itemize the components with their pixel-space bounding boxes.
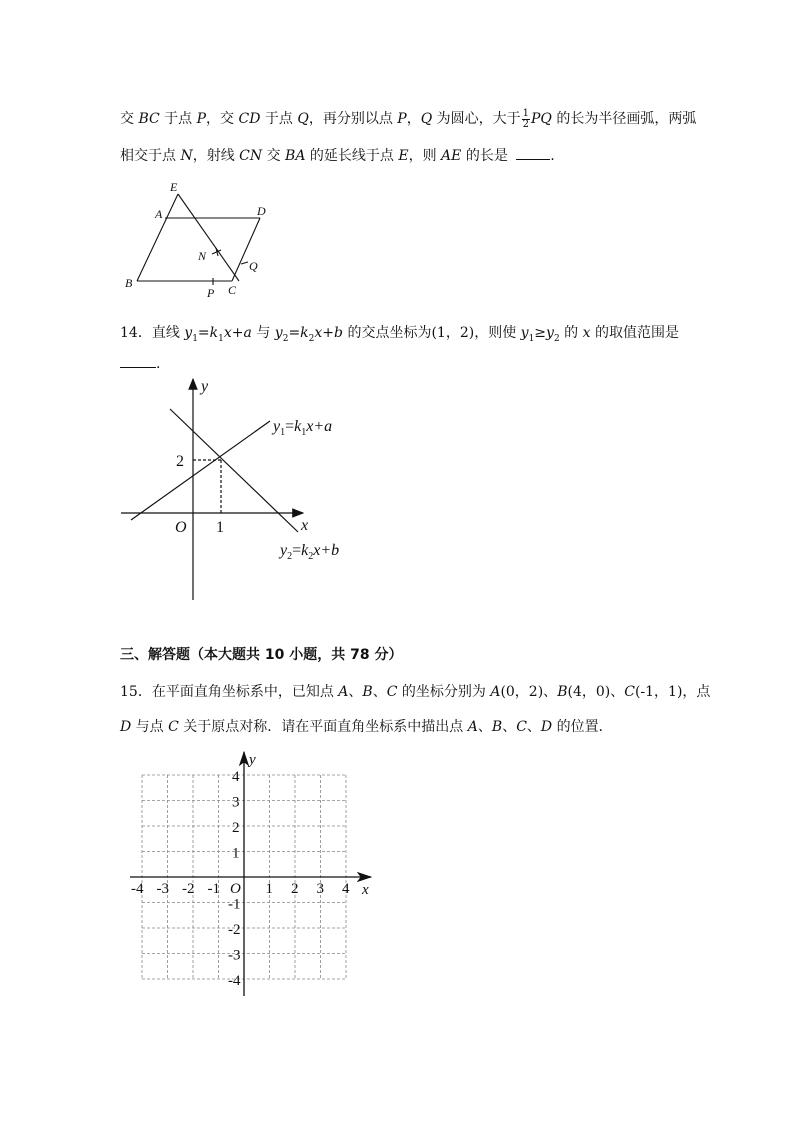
grid-x-tick-label: 3 [316, 881, 324, 897]
answer-blank[interactable] [516, 147, 550, 160]
grid-y-label: y [249, 752, 256, 768]
coordinate-grid[interactable] [125, 748, 385, 1003]
tick-x-1: 1 [216, 519, 224, 536]
x-axis-label: x [301, 517, 309, 534]
grid-x-tick-label: -2 [182, 881, 195, 897]
parallelogram-figure [115, 175, 285, 305]
label-P: P [207, 286, 215, 300]
grid-y-tick-label: 3 [232, 794, 240, 811]
tick-y-2: 2 [176, 453, 184, 470]
grid-x-tick-label: -4 [131, 881, 144, 897]
grid-origin-label: O [230, 881, 241, 897]
section-heading: 三、解答题（本大题共 10 小题，共 78 分） [120, 647, 403, 663]
grid-x-label: x [362, 882, 369, 898]
y-axis-label: y [201, 378, 209, 395]
q13-line1: 交 BC 于点 P，交 CD 于点 Q，再分别以点 P，Q 为圆心，大于 $\frac{1}{2}$ PQ 的长为半径画弧，两弧 [120, 107, 697, 130]
label-B: B [125, 276, 133, 290]
line-y1-label: $y_1=k_1x+a$ [273, 418, 333, 438]
label-E: E [170, 180, 178, 194]
q13-line2: 相交于点 N，射线 CN 交 BA 的延长线于点 E，则 AE 的长是 . [120, 148, 555, 164]
label-Q: Q [249, 259, 258, 273]
grid-y-tick-label: -3 [228, 947, 241, 964]
answer-blank[interactable] [120, 355, 156, 368]
grid-x-tick-label: 4 [342, 881, 350, 897]
q15-line2: D 与点 C 关于原点对称．请在平面直角坐标系中描出点 A、B、C、D 的位置． [120, 719, 613, 735]
fraction-one-half: $\frac{1}{2}$ [522, 107, 530, 130]
label-N: N [198, 249, 207, 263]
grid-x-tick-label: -1 [207, 881, 220, 897]
label-D: D [257, 204, 266, 218]
linear-functions-graph [115, 375, 375, 605]
grid-y-tick-label: 4 [232, 769, 240, 785]
grid-x-tick-label: 2 [291, 881, 299, 897]
grid-y-tick-label: -4 [228, 973, 241, 989]
grid-x-tick-label: -3 [156, 881, 169, 897]
q15-line1: 15．在平面直角坐标系中，已知点 A、B、C 的坐标分别为 A(0，2)、B(4，0)、C(-1，1)，点 [120, 684, 711, 700]
grid-y-tick-label: -1 [228, 896, 241, 913]
line-y2-label: $y_2=k_2x+b$ [280, 542, 340, 562]
label-A: A [155, 207, 163, 221]
grid-y-tick-label: 1 [232, 845, 240, 862]
grid-y-tick-label: -2 [228, 922, 241, 938]
q14-line2: . [120, 355, 160, 372]
grid-y-tick-label: 2 [232, 820, 240, 836]
line-y1 [131, 421, 270, 520]
q14-line1: 14．直线 $y_1=k_1x+a$ 与 $y_2=k_2x+b$ 的交点坐标为(1，2)，则使 $y_1\ge y_2$ 的 x 的取值范围是 [120, 325, 679, 344]
origin-label: O [175, 519, 187, 536]
label-C: C [228, 283, 237, 297]
grid-x-tick-label: 1 [265, 881, 273, 897]
